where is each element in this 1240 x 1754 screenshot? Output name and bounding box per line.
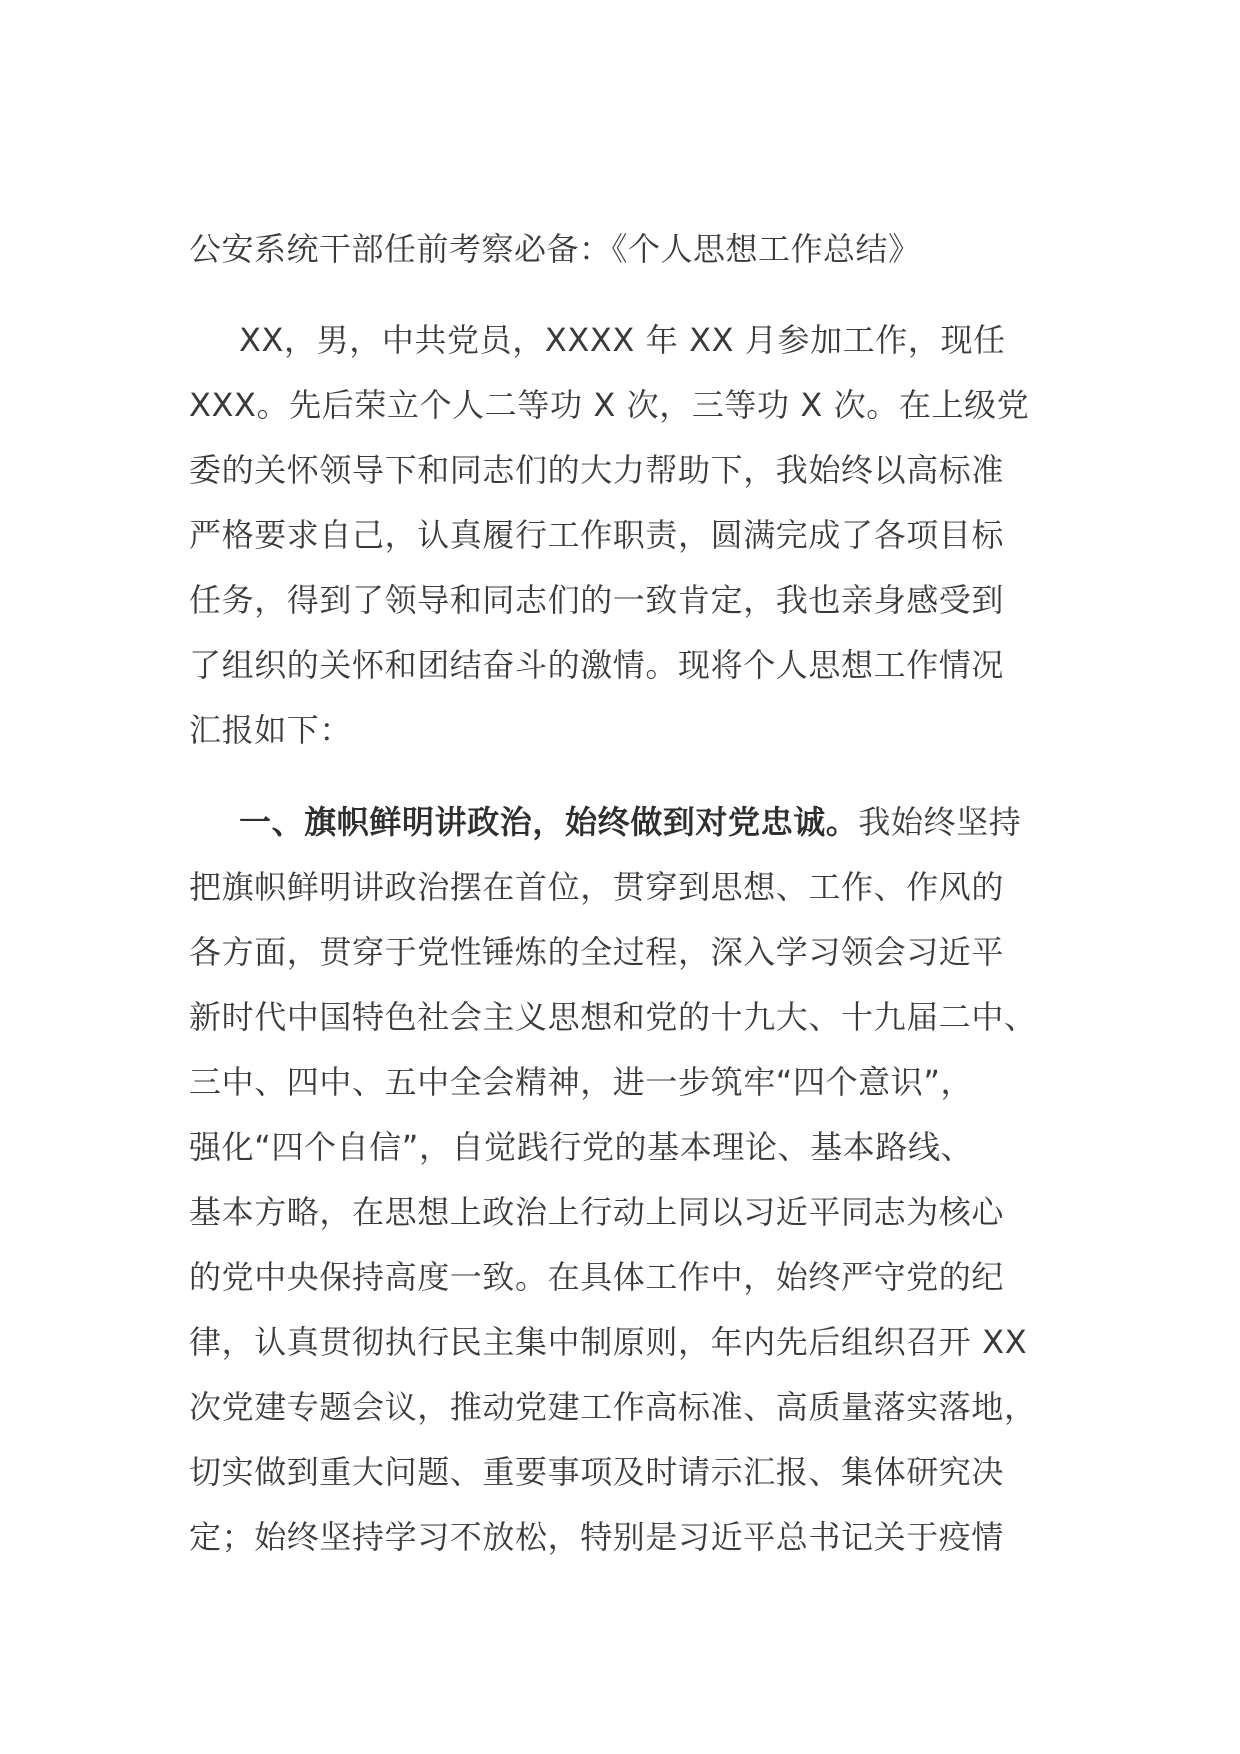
paragraph-line: 汇报如下：: [189, 711, 353, 749]
document-title: 公安系统干部任前考察必备：《个人思想工作总结》: [189, 230, 921, 268]
paragraph-line: 了组织的关怀和团结奋斗的激情。现将个人思想工作情况: [189, 646, 1005, 684]
paragraph-line: 委的关怀领导下和同志们的大力帮助下，我始终以高标准: [189, 451, 1005, 489]
paragraph-line: XXX。先后荣立个人二等功 X 次，三等功 X 次。在上级党: [189, 386, 1030, 424]
paragraph-line: 各方面，贯穿于党性锤炼的全过程，深入学习领会习近平: [189, 933, 1005, 971]
section-first-line: [189, 790, 1059, 855]
paragraph-section-one: [189, 790, 1059, 1570]
paragraph-line: 定；始终坚持学习不放松，特别是习近平总书记关于疫情: [189, 1518, 1005, 1556]
section-heading: 一、旗帜鲜明讲政治，始终做到对党忠诚。: [239, 803, 859, 841]
paragraph-line: 任务，得到了领导和同志们的一致肯定，我也亲身感受到: [189, 581, 1005, 619]
paragraph-line: 三中、四中、五中全会精神，进一步筑牢“四个意识”，: [189, 1063, 974, 1101]
paragraph-line: 次党建专题会议，推动党建工作高标准、高质量落实落地，: [189, 1388, 1037, 1426]
paragraph-line: 基本方略，在思想上政治上行动上同以习近平同志为核心: [189, 1193, 1005, 1231]
paragraph-line: 新时代中国特色社会主义思想和党的十九大、十九届二中、: [189, 998, 1037, 1036]
section-heading-continuation: 我始终坚持: [858, 803, 1022, 841]
paragraph-intro: [189, 308, 1059, 763]
paragraph-line: XX，男，中共党员，XXXX 年 XX 月参加工作，现任: [239, 321, 1006, 359]
paragraph-line: 强化“四个自信”，自觉践行党的基本理论、基本路线、: [189, 1128, 974, 1166]
paragraph-line: 律，认真贯彻执行民主集中制原则，年内先后组织召开 XX: [189, 1323, 1028, 1361]
paragraph-line: 切实做到重大问题、重要事项及时请示汇报、集体研究决: [189, 1453, 1005, 1491]
paragraph-line: 严格要求自己，认真履行工作职责，圆满完成了各项目标: [189, 516, 1005, 554]
paragraph-line: 把旗帜鲜明讲政治摆在首位，贯穿到思想、工作、作风的: [189, 868, 1005, 906]
paragraph-line: 的党中央保持高度一致。在具体工作中，始终严守党的纪: [189, 1258, 1005, 1296]
